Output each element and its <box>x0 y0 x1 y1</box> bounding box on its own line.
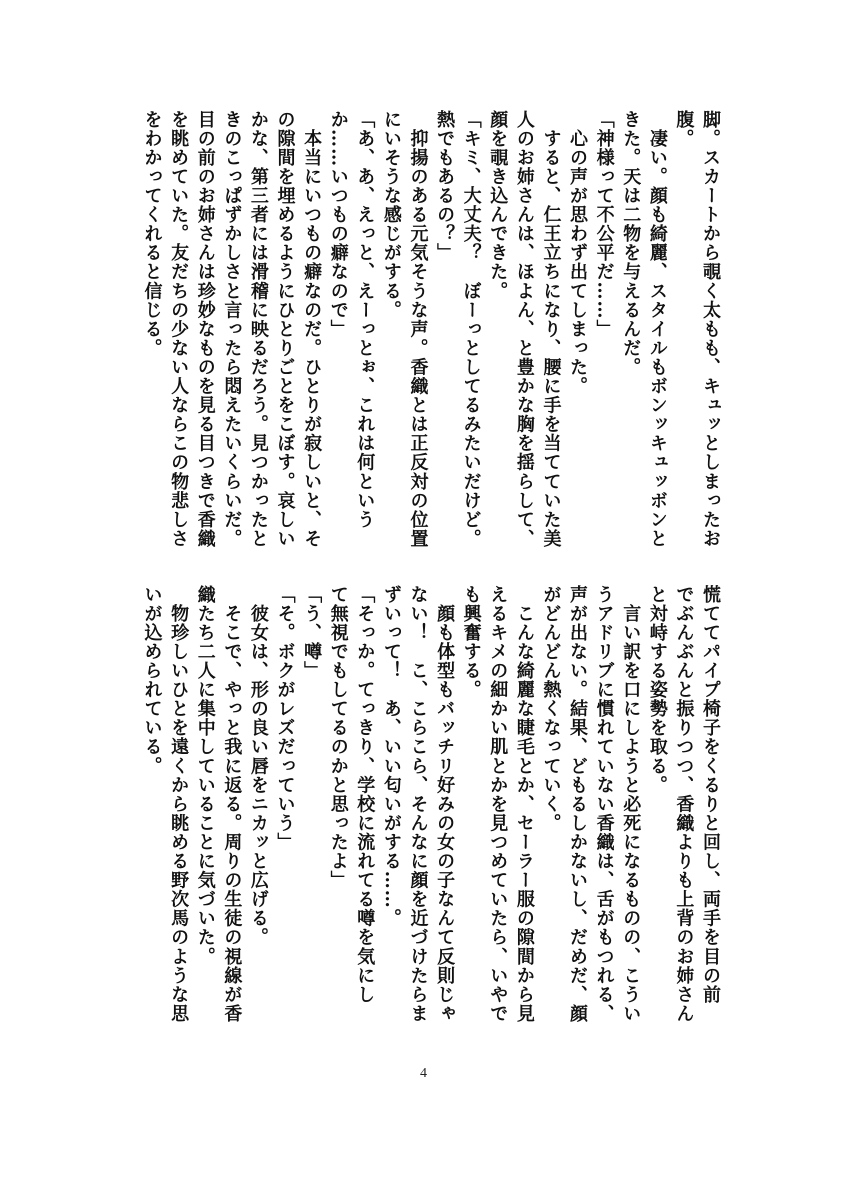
text-line: 目の前のお姉さんは珍妙なものを見る目つきで香織 <box>194 110 216 549</box>
text-line: 慌ててパイプ椅子をくるりと回し、両手を目の前 <box>700 585 721 1005</box>
text-line: をわかってくれると信じる。 <box>141 110 163 358</box>
text-line: えるキメの細かい肌とかを見つめていたら、いやで <box>487 585 509 1024</box>
text-line: 「神様って不公平だ……」 <box>593 110 615 339</box>
text-line: の隙間を埋めるようにひとりごとをこぼす。哀しい <box>274 110 296 549</box>
text-line: がどんどん熱くなっていく。 <box>540 585 562 833</box>
text-line: いが込められている。 <box>141 585 163 776</box>
text-block-lower <box>123 585 723 1045</box>
text-line: 本当にいつもの癖なのだ。ひとりが寂しいと、そ <box>301 110 323 549</box>
text-line: にいそうな感じがする。 <box>380 110 402 320</box>
text-block-upper <box>123 110 723 570</box>
text-line: こんな綺麗な睫毛とか、セーラー服の隙間から見 <box>513 585 535 1024</box>
text-line: でぶんぶんと振りつつ、香織よりも上背のお姉さん <box>673 585 695 1024</box>
text-line: きのこっぱずかしさと言ったら悶えたいくらいだ。 <box>221 110 243 549</box>
text-line: 「そっか。てっきり、学校に流れてる噂を気にし <box>354 585 376 1005</box>
text-line: きた。天は二物を与えるんだ。 <box>620 110 642 377</box>
text-line: ずいって！ あ、いい匂いがする……。 <box>380 585 402 928</box>
text-line: 声が出ない。結果、どもるしかないし、だめだ、顔 <box>567 585 589 1024</box>
page-number: 4 <box>420 1066 427 1081</box>
text-line: 「キミ、大丈夫？ ぼーっとしてるみたいだけど。 <box>460 110 482 549</box>
text-line: 抑揚のある元気そうな声。香織とは正反対の位置 <box>407 110 429 549</box>
text-line: か……いつもの癖なので」 <box>327 110 349 339</box>
text-line: 熱でもあるの？」 <box>434 110 456 263</box>
text-line: すると、仁王立ちになり、腰に手を当てていた美 <box>540 110 562 549</box>
text-line: て無視でもしてるのかと思ったよ」 <box>327 585 349 890</box>
text-line: も興奮する。 <box>460 585 482 700</box>
text-line: 織たち二人に集中していることに気づいた。 <box>194 585 216 966</box>
text-line: うアドリブに慣れていない香織は、舌がもつれる、 <box>593 585 615 1024</box>
text-line: と対峙する姿勢を取る。 <box>646 585 668 795</box>
text-line: かな、第三者には滑稽に映るだろう。見つかったと <box>247 110 269 549</box>
text-line: ない！ こ、こらこら、そんなに顔を近づけたらま <box>407 585 429 1024</box>
text-line: 顔を覗き込んできた。 <box>487 110 509 301</box>
text-line: 「う、噂」 <box>301 585 323 681</box>
text-line: 腹。 <box>673 110 695 149</box>
text-line: 顔も体型もバッチリ好みの女の子なんて反則じゃ <box>434 585 456 1024</box>
text-line: 人のお姉さんは、ほよん、と豊かな胸を揺らして、 <box>513 110 535 549</box>
text-line: 心の声が思わず出てしまった。 <box>567 110 589 396</box>
text-line: 脚。スカートから覗く太もも、キュッとしまったお <box>700 110 721 549</box>
text-line: 物珍しいひとを遠くから眺める野次馬のような思 <box>168 585 190 1024</box>
text-line: 言い訳を口にしようと必死になるものの、こうい <box>620 585 642 1024</box>
text-line: 「そ。ボクがレズだっていう」 <box>274 585 296 852</box>
text-line: 凄い。顔も綺麗、スタイルもボンッキュッボンと <box>646 110 668 549</box>
text-line: 彼女は、形の良い唇をニカッと広げる。 <box>247 585 269 947</box>
text-line: 「あ、あ、えっと、えーっとぉ、これは何という <box>354 110 376 530</box>
text-line: そこで、やっと我に返る。周りの生徒の視線が香 <box>221 585 243 1024</box>
text-line: を眺めていた。友だちの少ない人ならこの物悲しさ <box>168 110 190 549</box>
